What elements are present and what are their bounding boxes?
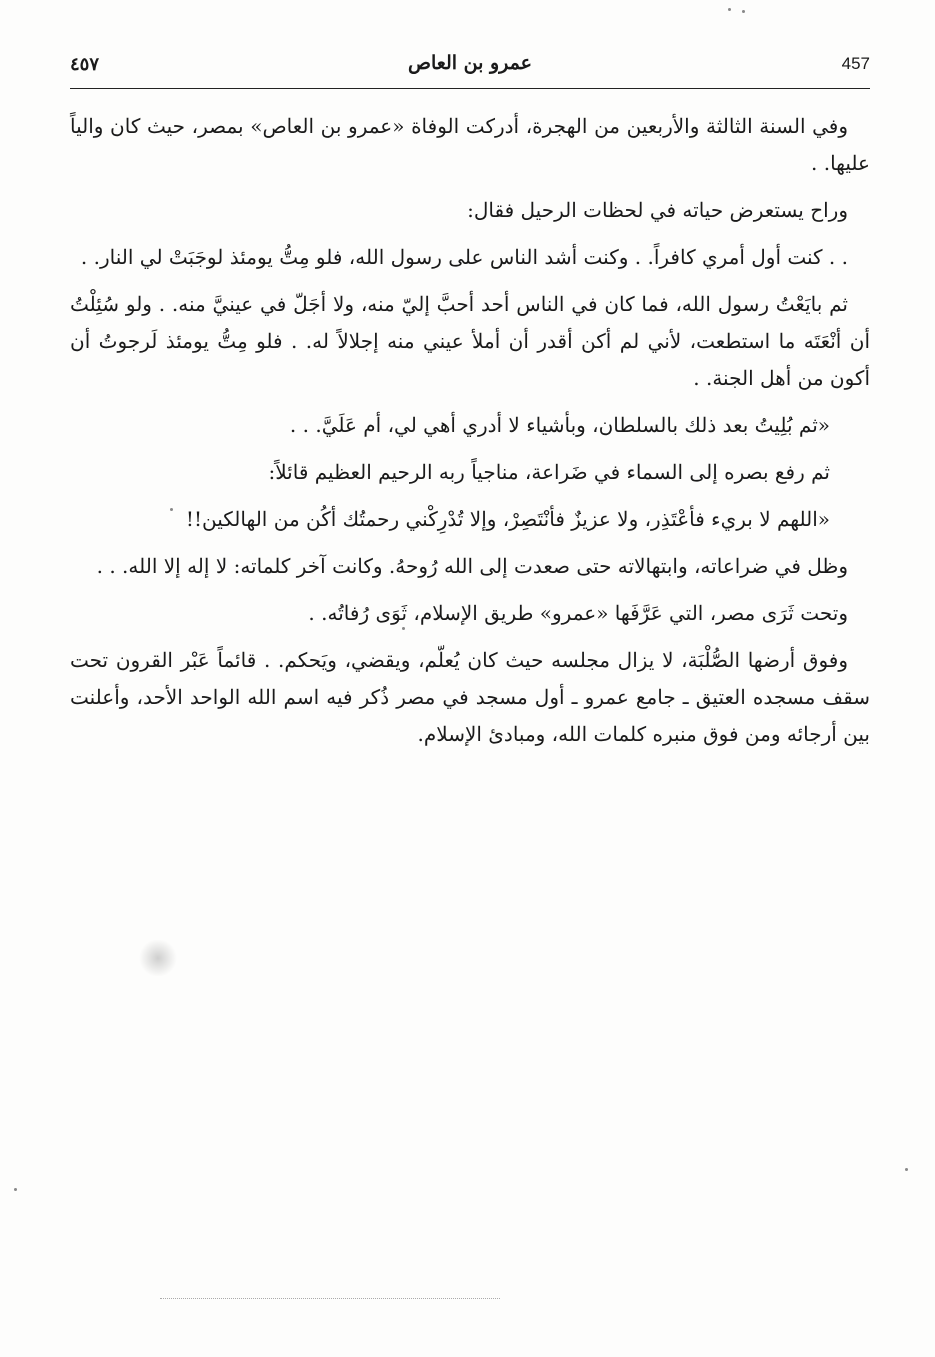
scan-speck <box>728 8 731 11</box>
quote-paragraph: «اللهم لا بريء فأعْتَذِر، ولا عزيزٌ فأنْتَصِرْ، وإلا تُدْرِكْني رحمتُك أكُن من الهالكين!! <box>185 507 830 531</box>
scan-speck <box>14 1188 17 1191</box>
page-header <box>70 52 870 89</box>
scan-speck <box>905 1168 908 1171</box>
running-title: عمرو بن العاص <box>408 52 532 74</box>
scan-speck <box>742 10 745 13</box>
paragraph: وظل في ضراعاته، وابتهالاته حتى صعدت إلى الله رُوحهُ. وكانت آخر كلماته: لا إله إلا الله. . . <box>96 554 848 578</box>
scan-smudge <box>138 940 178 976</box>
scan-speck <box>402 627 405 630</box>
page-number-latin: 457 <box>841 54 870 73</box>
page-number-arabic: ٤٥٧ <box>70 54 100 75</box>
quote-paragraph: ثم رفع بصره إلى السماء في ضَراعة، مناجياً ربه الرحيم العظيم قائلاً: <box>268 460 830 484</box>
paragraph: وراح يستعرض حياته في لحظات الرحيل فقال: <box>467 198 848 222</box>
body-text <box>70 108 870 763</box>
paragraph: ثم بايَعْتُ رسول الله، فما كان في الناس أحد أحبَّ إليّ منه، ولا أجَلّ في عينيَّ منه. . ولو سُئِلْتُ أن أنْعَتَه ما استطعت، لأني لم أكن أقدر أن أملأ عيني منه إجلالاً له. . فلو مِتُّ يومئذ لَرجوتُ أن أكون من أهل الجنة. . <box>70 292 871 390</box>
paragraph: وفي السنة الثالثة والأربعين من الهجرة، أدركت الوفاة «عمرو بن العاص» بمصر، حيث كان والياً عليها. . <box>70 114 870 175</box>
paragraph: وتحت ثَرَى مصر، التي عَرَّفَها «عمرو» طريق الإسلام، ثَوَى رُفاتُه. . <box>308 601 848 625</box>
paragraph: . . كنت أول أمري كافراً. . وكنت أشد الناس على رسول الله، فلو مِتُّ يومئذ لوجَبَتْ لي النار. . <box>80 245 848 269</box>
scan-speck <box>170 508 173 511</box>
quote-paragraph: «ثم بُلِيتُ بعد ذلك بالسلطان، وبأشياء لا أدري أهي لي، أم عَلَيَّ. . . <box>289 413 830 437</box>
scan-dotted-line <box>160 1298 500 1299</box>
paragraph: وفوق أرضها الصُّلْبَة، لا يزال مجلسه حيث كان يُعلّم، ويقضي، ويَحكم. . قائماً عَبْر القرون تحت سقف مسجده العتيق ـ جامع عمرو ـ أول مسجد في مصر ذُكر فيه اسم الله الواحد الأحد، وأعلنت بين أرجائه ومن فوق منبره كلمات الله، ومبادئ الإسلام. <box>70 648 870 746</box>
